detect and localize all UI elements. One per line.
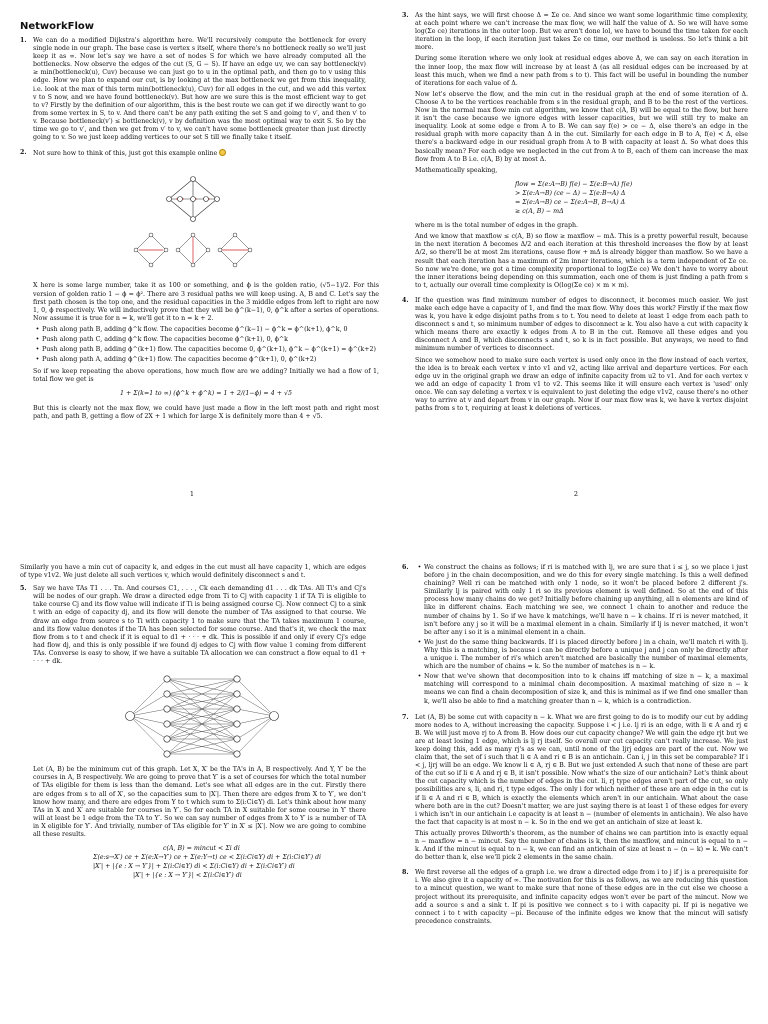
source-node	[126, 712, 135, 721]
paragraph: We can do a modified Dijkstra's algorithm here. We'll recursively compute the bottleneck for every single node in our graph. The base case is vertex s itself, where there's no bottleneck really so we'll just keep it as ∞. Now let's say we have a set of nodes S for which we have already computed all the bottlenecks. Now observe the edges of the cut (S, G − S). If have an edge uv, we can say bottleneck(v) ≥ min(bottleneck(u), Cuv) because we can just go to u in the optimal path, and then go to v using this edge. How we plan to expand our cut, is by looking at the max bottleneck we get from this inequality, i.e. look at the max of this term min(bottleneck(u), Cuv) for all edges in the cut, and we add this vertex v to S now, and we have found bottleneck(v). But how are we sure this is the most efficient way to get to v? Firstly by the definition of our algorithm, this is the best route we can get if we directly want to go from some vertex in S, to v. And there can't be any path exiting the set S and going to v′, and then v′ to v. Because bottleneck(v′) ≤ bottleneck(v), v by definition was the most optimal way to exit S. So by the time we go to v′, and then we get from v′ to v, we can't have some bottleneck greater than just directly going to v. So we just keep adding vertices to our set S till we finally take t itself.	[33, 37, 366, 142]
paper-page-3	[0, 512, 384, 1024]
course-node	[234, 691, 240, 697]
paragraph: where m is the total number of edges in the graph.	[415, 222, 579, 230]
problem-number: 4.	[402, 296, 409, 304]
problem-body	[415, 297, 748, 416]
paragraph: But this is clearly not the max flow, we could have just made a flow in the left most path and right most path, and path B, getting a flow of 2X + 1 which for large X is definitely more than 4 + √5.	[33, 404, 379, 420]
ta-node	[164, 736, 170, 742]
paragraph	[33, 149, 379, 158]
flow-edge	[237, 716, 274, 754]
paragraph: Let (A, B) be the minimum cut of this graph. Let X, X′ be the TA's in A, B respectively. And Y, Y′ be the courses in A, B respectively. We are going to prove that Y′ is a set of courses for which the total number of TAs eligible for them is less than the demand. Let's see what all edges are in the cut. Firstly there are edges from s to all of X′, so the capacities sum to |X′|. Then there are edges from X to Y′, we don't know how many, and there are edges from Y to t which sum to Σ(i:Ci∈Y) di. Let's think about how many TAs in X and X′ are suitable for courses in Y′. So for each TA in X suitable for some course in Y′ there will at least be 1 edge from the TA to Y′. So we can say number of edges from X to Y′ is ≥ number of TA in X eligible for Y′. And trivially, number of TAs eligible for Y′ in X′ ≤ |X′|. Now we are going to combine all these results.	[33, 766, 366, 838]
paragraph: X here is some large number, take it as 100 or something, and ϕ is the golden ratio, (√5−1)/2. For this version of golden ratio 1 − ϕ = ϕ². There are 3 residual paths we will keep using. A, B and C. Let's say the first path chosen is the top one, and the residual capacities in the 3 middle edges from left to right are now 1, 0, ϕ respectively. We will inductively prove that they will be ϕ^(k−1), 0, ϕ^k after a series of operations. Now assume it is true for n = k, we'll get it to n = k + 2.	[33, 282, 379, 322]
problem-body	[415, 869, 748, 929]
flow-edge	[130, 716, 167, 724]
equation-line: |X′| + |{e : X → Y′}| + Σ(i:Ci∈Y) di < Σ(i:Ci∈Y) di + Σ(i:Ci∈Y′) di	[93, 863, 295, 871]
bullet-list	[33, 326, 379, 364]
flow-network-figure	[33, 161, 379, 279]
course-node	[234, 721, 240, 727]
equation-line: > Σ(e:A→B) (ce − Δ) − Σ(e:B→A) Δ	[515, 189, 626, 197]
problem-number: 6.	[402, 564, 409, 571]
problem-5	[20, 585, 366, 886]
problem-4	[402, 297, 748, 416]
problem-number: 1.	[20, 37, 27, 44]
paragraph: And we know that maxflow ≤ c(A, B) so flow ≥ maxflow − mΔ. This is a pretty powerful result, because in the next iteration Δ becomes Δ/2 and each iteration at this threshold increases the flow by at least Δ/2, so there'll be at most 2m iterations, cause flow + mΔ is already bigger than maxflow. So we have a result that each iteration has a maximum of 2m inner iterations, which is a term independent of Σe ce. So now we're done, we got a time complexity proportional to log(Σe ce) We don't have to worry about the inner iterations being depending on this summation, each one of them is just finding a path from s to t, actually our overall time complexity is O(log(Σe ce) × m × m).	[415, 233, 748, 289]
paragraph: So if we keep repeating the above operations, how much flow are we adding? Initially we had a flow of 1, total flow we get is	[33, 368, 379, 384]
list-item: • Push along path A, adding ϕ^(k+1) flow. The capacities become ϕ^(k+1), 0, ϕ^(k+2)	[35, 356, 317, 364]
paragraph: Say we have TAs T1 . . . Tn. And courses C1, . . . , Ck each demanding d1 . . . dk TAs. All Ti's and Cj's will be nodes of our graph. We draw a directed edge from Ti to Cj with capacity 1 if TA Ti is eligible to take course Cj and its flow value will indicate if Ti is being assigned course Cj. Now connect Cj to a sink t with an edge of capacity dj, and its flow will denote the number of TAs assigned to that course. We draw an edge from source s to Ti with capacity 1 to make sure that the TA takes maximum 1 course, and its flow value denotes if the TA has been selected for some course. And that's it, we check the max flow from s to t and check if it is equal to d1 + · · · + dk. This is possible if and only if every Cj's edge had flow dj, and this is only possible if we found dj edges to Cj with flow value 1 coming from different TAs. Converse is easy to show, if we have a suitable TA allocation we can construct a flow equal to d1 + · · · + dk.	[33, 585, 366, 666]
list-item: • Push along path B, adding ϕ^(k+1) flow. The capacities become 0, ϕ^(k+1), ϕ^k − ϕ^(k+1) = ϕ^(k+2)	[35, 346, 376, 354]
problem-3	[402, 12, 748, 293]
equation-block	[93, 845, 366, 880]
problem-number: 3.	[402, 12, 409, 19]
ta-node	[164, 691, 170, 697]
problem-body	[33, 149, 379, 424]
bullet-list	[415, 564, 748, 706]
paragraph: We first reverse all the edges of a graph i.e. we draw a directed edge from i to j if j is a prerequisite for i. We also give it a capacity of ∞. The motivation for this is as follows, as we are reducing this question to a mincut question, we want to make sure that none of these edges are in the cut else we choose a project without its prerequisite, and infinite capacity edges won't ever be part of the mincut. Now we add a source s and a sink t. If pi is positive we connect s to i with capacity pi. If pi is negative we connect i to t with capacity −pi. Because of the infinite edges we know that the mincut will satisfy precedence constraints.	[415, 869, 748, 925]
paragraph: During some iteration where we only look at residual edges above Δ, we can say on each iteration in the inner loop, the max flow will increase by at least Δ (as all residual edges can be increased by at least this much, when we find a new path from s to t). This fact will be useful in bounding the number of iterations for each value of Δ.	[415, 55, 748, 87]
equation-line: flow = Σ(e:A→B) f(e) − Σ(e:B→A) f(e)	[515, 180, 633, 188]
list-item: • We construct the chains as follows; if ri is matched with lj, we are sure that i ≤ j, so we place i just before j in the chain decomposition, and we do this for every single matching. Is this a well defined chaining? Well ri can be matched with only 1 node, so it won't be placed before 2 different j's. Similarly lj is paired with only 1 ri so its previous element is well defined. So at the end of this process how many chains do we get? Initially before chaining up anything, all n elements are kind of like in different chains. Each matching we see, we connect 1 chain to another and reduce the number of chains by 1. So if we have k matchings, we'll have n − k chains. If ri is never matched, it isn't before any j so it will be a maximal element in a chain. Similarly if lj is never matched, it won't be after any i so it is a minimal element in a chain.	[417, 564, 748, 636]
course-node	[234, 676, 240, 682]
course-node	[234, 751, 240, 757]
problem-number: 2.	[20, 149, 27, 157]
equation-line: = Σ(e:A→B) ce − Σ(e:A→B, B→A) Δ	[515, 198, 626, 206]
page-1-column	[20, 12, 379, 428]
problem-2	[20, 149, 379, 424]
page-4-column	[402, 564, 748, 933]
paragraph: Now let's observe the flow, and the min cut in the residual graph at the end of some iteration of Δ. Choose A to be the vertices reachable from s in the residual graph, and B to be the rest of the vertices. Now in the normal max flow min cut algorithm, we know that c(A, B) will be equal to the flow, but here it isn't the case because we ignore edges with lesser capacities, but we will still try to make an inequality. Look at some edge e from A to B. We can say f(e) > ce − Δ, else there's an edge in the residual graph with more capacity than Δ in the cut. Similarly for each edge in B to A, f(e) < Δ, else there's a backward edge in our residual graph from A to B with capacity at least Δ. So what does this basically mean? For each edge we neglected in the cut from A to B, each of them can increase the max flow from A to B i.e. c(A, B) by at most Δ.	[415, 90, 748, 163]
problem-number: 5.	[20, 585, 27, 593]
problem-body	[415, 12, 748, 293]
flow-edge	[130, 716, 167, 739]
bipartite-flow-figure	[33, 669, 366, 763]
paragraph: Let (A, B) be some cut with capacity n − k. What we are first going to do is to modify our cut by adding more nodes to A, without increasing the capacity. Suppose i < j i.e. lj ri is an edge, with li ∈ A and rj ∈ B. We will just move rj to A from B. How does our cut capacity change? We will gain the edge rjt but we are at least losing 1 edge, which is lj rj itself. So overall our cut capacity can't really increase. We just keep doing this, add as many rj's as we can, until none of the ljrj edges are part of the cut. Now we claim that, the set of i such that li ∈ A and ri ∈ B is an antichain. Can i, j in this set be comparable? If i < j, ljrj will be an edge. We know li ∈ A, rj ∈ B. But we just extended A such that none of these are part of the cut so if li ∈ A and rj ∈ B, it isn't possible. Now what's the size of our antichain? Let's think about the cut capacity which is the number of edges in the cut. li, rj type edges aren't part of the cut, so only possibilities are s, li, and ri, t type edges. The only i for which neither of these are an edge in the cut is if li ∈ A and ri ∈ B, which is exactly the elements which aren't in our antichain. What about the case where both are in the cut? Doesn't matter, we are just saying there is at least 1 of these edges for every i which isn't in our antichain i.e capacity is at least n − (number of elements in antichain). We also have the fact that capacity is at most n − k. So in the end we get an antichain of size at least k.	[415, 713, 748, 826]
course-node	[234, 706, 240, 712]
equation-line: ≥ c(A, B) − mΔ	[515, 208, 564, 216]
page-number: 2	[573, 489, 579, 498]
ta-node	[164, 676, 170, 682]
paragraph: Since we somehow need to make sure each vertex is used only once in the flow instead of each vertex, the idea is to break each vertex v into v1 and v2, acting like arrival and departure vertices. For each edge uv in the original graph we draw an edge of infinite capacity from u2 to v1. And for each vertex v we add an edge of capacity 1 from v1 to v2. This seems like it will ensure each vertex is 'used' only once. We can say deleting a vertex v is equivalent to just deleting the edge v1v2, cause there's no other way to arrive at v and depart from v in our graph. Now if our max flow was k, we have k vertex disjoint paths from s to t, requiring at least k deletions of vertices.	[415, 356, 748, 413]
list-item: • We just do the same thing backwards. If i is placed directly before j in a chain, we'll match ri with lj. Why this is a matching, is because i can be directly before a unique j and j can only be directly after a unique i. The number of ri's which aren't matched are basically the number of maximal elements, which are the number of chains = k. So the number of matches is n − k.	[417, 638, 748, 671]
list-item: • Now that we've shown that decomposition into to k chains iff matching of size n − k, a maximal matching will correspond to a minimal chain decomposition. A maximal matching of size n − k means we can find a chain decomposition of size k, and this is minimal as if we find one smaller than k, we'll also be able to find a matching greater than n − k, which is a contradiction.	[417, 673, 748, 705]
smiley-emoji-icon	[219, 149, 226, 156]
problem-6	[402, 564, 748, 710]
paper-page-1	[0, 0, 384, 512]
sink-node	[270, 712, 279, 721]
flow-edge	[130, 716, 167, 754]
equation-line: |X′| + |{e : X → Y′}| < Σ(i:Ci∈Y′) di	[133, 872, 242, 880]
problem-body	[33, 37, 366, 145]
problem-number: 8.	[402, 869, 409, 877]
equation-line: c(A, B) = mincut < Σi di	[163, 845, 240, 853]
equation-line: Σ(e:s→X′) ce + Σ(e:X→Y′) ce + Σ(e:Y→t) ce < Σ(i:Ci∈Y) di + Σ(i:Ci∈Y′) di	[93, 854, 322, 862]
problem-1	[20, 37, 366, 145]
page-number: 1	[189, 489, 195, 498]
paragraph: If the question was find minimum number of edges to disconnect, it becomes much easier. We just make each edge have a capacity of 1, and find the max flow. Why does this work? Firstly if the max flow was k, you have k edge disjoint paths from s to t. You need to delete at least 1 edge from each path to disconnect s and t, so minimum number of edges to disconnect ≥ k. You also have a cut with capacity k which means there are exactly k edges from A to B in the cut. Remove all these edges and you disconnect A and B, which disconnects s and t, so k is in fact possible. But anyways, we need to find minimum number of vertices to disconnect.	[415, 296, 748, 353]
paragraph: This actually proves Dilworth's theorem, as the number of chains we can partition into is exactly equal n − maxflow = n − mincut. Say the number of chains is k, then the maxflow, and mincut is equal to n − k. And if the mincut is equal to n − k, we can find an antichain of size at least n − (n − k) = k. We can't do better than k, else we'll pick 2 elements in the same chain.	[415, 829, 748, 862]
document-title: NetworkFlow	[20, 21, 94, 32]
intro-text: Not sure how to think of this, just got this example online	[33, 150, 218, 158]
ta-node	[164, 751, 170, 757]
equation: 1 + Σ(k=1 to ∞) (ϕ^k + ϕ^k) = 1 + 2/(1−ϕ) = 4 + √5	[119, 390, 293, 398]
equation-block	[515, 181, 748, 216]
problem-body	[415, 564, 748, 710]
flow-edge	[237, 716, 274, 739]
course-node	[234, 736, 240, 742]
flow-edge	[237, 716, 274, 724]
problem-number: 7.	[402, 713, 409, 721]
problem-8	[402, 869, 748, 929]
problem-body	[415, 714, 748, 866]
list-item: • Push along path C, adding ϕ^k flow. The capacities become ϕ^(k+1), 0, ϕ^k	[35, 335, 288, 343]
ta-node	[164, 721, 170, 727]
problem-body	[33, 585, 366, 886]
list-item: • Push along path B, adding ϕ^k flow. The capacities become ϕ^(k−1) − ϕ^k = ϕ^(k+1), ϕ^k, 0	[35, 325, 348, 333]
page-2-column	[402, 12, 748, 420]
paper-page-2	[384, 0, 768, 512]
ta-node	[164, 706, 170, 712]
problem-7	[402, 714, 748, 866]
paragraph: Similarly you have a min cut of capacity k, and edges in the cut must all have capacity 1, which are edges of type v1v2. We just delete all such vertices v, which would definitely disconnect s and t.	[20, 564, 366, 580]
paper-page-4	[384, 512, 768, 1024]
page-3-column	[20, 564, 366, 890]
paragraph: Mathematically speaking,	[415, 166, 498, 174]
paragraph: As the hint says, we will first choose Δ = Σe ce. And since we want some logarithmic time complexity, at each point where we can't increase the max flow, we will half the value of Δ. So we will have some log(Σe ce) iterations in the outer loop. But we aren't done lol, we have to bound the time taken for each iteration in the loop, if each iteration just takes Σe ce time, our method is useless. So let's think a bit more.	[415, 12, 748, 52]
